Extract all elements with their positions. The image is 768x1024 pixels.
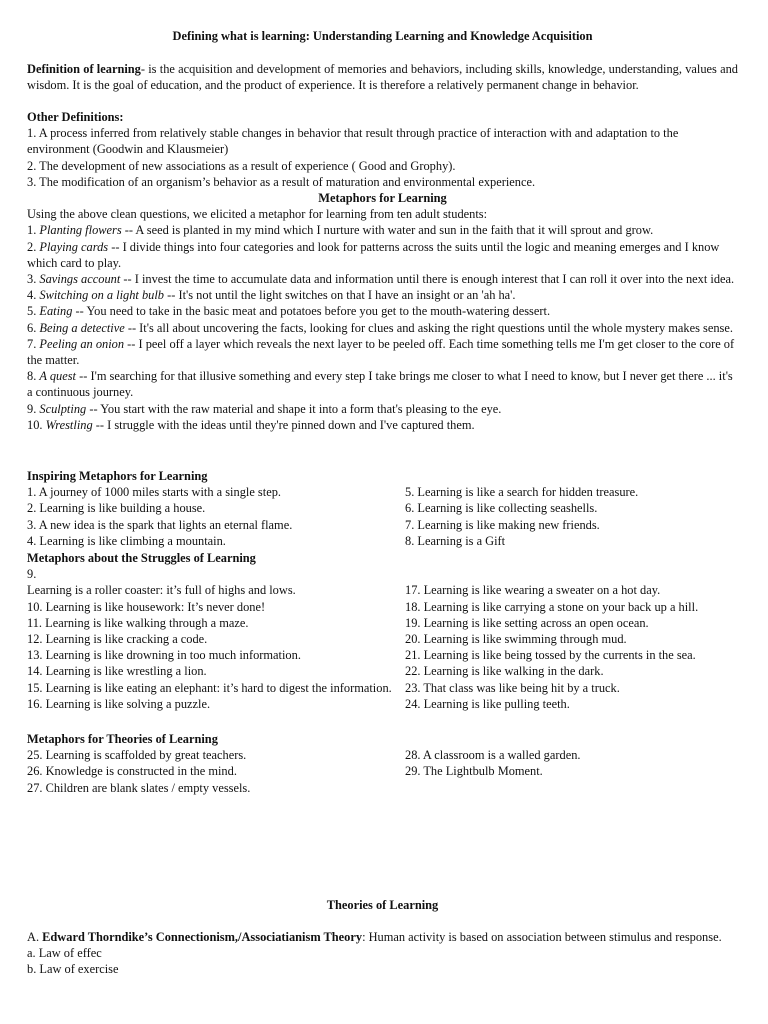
metaphor-name: Wrestling xyxy=(45,417,93,432)
list-item: 8. Learning is a Gift xyxy=(405,533,506,548)
list-item: 7. Learning is like making new friends. xyxy=(405,517,600,532)
metaphor-item: 9. Sculpting -- You start with the raw material and shape it into a form that's pleasing to the eye. xyxy=(27,401,502,416)
metaphor-name: Eating xyxy=(39,304,73,319)
list-item: 4. Learning is like climbing a mountain. xyxy=(27,533,226,548)
metaphor-item: 4. Switching on a light bulb -- It's not until the light switches on that I have an insight or an 'ah ha'. xyxy=(27,288,516,303)
definition-term: Definition of learning xyxy=(27,62,141,76)
list-item: 18. Learning is like carrying a stone on your back up a hill. xyxy=(405,599,699,614)
theories-section xyxy=(27,929,738,978)
list-item: 25. Learning is scaffolded by great teachers. xyxy=(27,748,247,763)
theories-metaphors-heading: Metaphors for Theories of Learning xyxy=(27,732,218,746)
list-item: 6. Learning is like collecting seashells. xyxy=(405,501,598,516)
list-item: 11. Learning is like walking through a maze. xyxy=(27,615,249,630)
definition-text: - is the acquisition and development of memories and behaviors, including skills, knowledge, understanding, values and wisdom. It is the goal of education, and the product of experience. It is therefore a relatively permanent change in behavior. xyxy=(27,62,738,93)
list-item: 5. Learning is like a search for hidden treasure. xyxy=(405,485,639,500)
inspiring-section xyxy=(27,468,738,549)
theories-metaphors-left-column xyxy=(27,747,405,796)
metaphor-item: 10. Wrestling -- I struggle with the ideas until they're pinned down and I've captured them. xyxy=(27,417,475,432)
other-definition-item: 3. The modification of an organism’s behavior as a result of maturation and environmental experience. xyxy=(27,174,536,189)
list-item: 2. Learning is like building a house. xyxy=(27,501,206,516)
list-item: 10. Learning is like housework: It’s never done! xyxy=(27,599,266,614)
metaphor-name: Playing cards xyxy=(39,239,109,254)
law-item: b. Law of exercise xyxy=(27,962,119,977)
struggles-right-column xyxy=(405,582,738,712)
theory-a-name: Edward Thorndike’s Connectionism,/Associatianism Theory xyxy=(42,930,363,944)
metaphor-item: 7. Peeling an onion -- I peel off a layer which reveals the next layer to be peeled off. Each time something tells me I'm get closer to the core of the matter. xyxy=(27,336,735,368)
list-item: 16. Learning is like solving a puzzle. xyxy=(27,696,211,711)
law-item: a. Law of effec xyxy=(27,946,102,961)
inspiring-right-column xyxy=(405,484,738,549)
definition-paragraph xyxy=(27,61,738,93)
list-item: 22. Learning is like walking in the dark. xyxy=(405,664,604,679)
metaphor-name: Planting flowers xyxy=(39,223,122,238)
metaphor-item: 6. Being a detective -- It's all about uncovering the facts, looking for clues and asking the right questions until the whole mystery makes sense. xyxy=(27,320,733,335)
list-item: 26. Knowledge is constructed in the mind. xyxy=(27,764,237,779)
metaphors-intro: Using the above clean questions, we elicited a metaphor for learning from ten adult students: xyxy=(27,207,488,222)
metaphor-name: Peeling an onion xyxy=(39,336,125,351)
metaphors-section xyxy=(27,190,738,433)
list-item: 13. Learning is like drowning in too much information. xyxy=(27,648,301,663)
list-item: 20. Learning is like swimming through mud. xyxy=(405,632,627,647)
other-definitions-heading: Other Definitions: xyxy=(27,110,124,124)
list-item: 23. That class was like being hit by a truck. xyxy=(405,680,620,695)
metaphor-item: 8. A quest -- I'm searching for that illusive something and every step I take brings me closer to what I need to know, but I never get there ... it's a continuous journey. xyxy=(27,369,733,400)
inspiring-left-column xyxy=(27,484,405,549)
list-item: 1. A journey of 1000 miles starts with a single step. xyxy=(27,485,281,500)
list-item: 24. Learning is like pulling teeth. xyxy=(405,696,570,711)
list-item: 3. A new idea is the spark that lights an eternal flame. xyxy=(27,517,293,532)
other-definitions-section xyxy=(27,109,738,190)
metaphor-item: 1. Planting flowers -- A seed is planted in my mind which I nurture with water and sun in the faith that it will sprout and grow. xyxy=(27,223,654,238)
struggles-section xyxy=(27,550,738,712)
other-definition-item: 2. The development of new associations as a result of experience ( Good and Grophy). xyxy=(27,158,456,173)
list-item: 29. The Lightbulb Moment. xyxy=(405,764,543,779)
list-item: 17. Learning is like wearing a sweater on a hot day. xyxy=(405,583,661,598)
document-title: Defining what is learning: Understanding Learning and Knowledge Acquisition xyxy=(172,29,593,43)
metaphor-name: Sculpting xyxy=(39,401,87,416)
theory-a: A. Edward Thorndike’s Connectionism,/Associatianism Theory: Human activity is based on association between stimulus and response. xyxy=(27,930,722,944)
metaphor-name: Switching on a light bulb xyxy=(39,288,165,303)
inspiring-heading: Inspiring Metaphors for Learning xyxy=(27,469,208,483)
list-item: 14. Learning is like wrestling a lion. xyxy=(27,664,207,679)
theories-metaphors-section xyxy=(27,731,738,796)
list-item: 19. Learning is like setting across an open ocean. xyxy=(405,615,649,630)
metaphor-name: Being a detective xyxy=(39,320,125,335)
list-item: 12. Learning is like cracking a code. xyxy=(27,632,208,647)
metaphor-item: 3. Savings account -- I invest the time to accumulate data and information until there is enough interest that I can roll it over into the next idea. xyxy=(27,272,735,287)
struggles-lead: 9. xyxy=(27,567,37,582)
list-item: 28. A classroom is a walled garden. xyxy=(405,748,581,763)
metaphor-name: A quest xyxy=(39,369,77,384)
metaphor-item: 2. Playing cards -- I divide things into four categories and look for patterns across the suits until the logic and meaning emerges and I know which card to play. xyxy=(27,239,720,270)
list-item: 27. Children are blank slates / empty vessels. xyxy=(27,780,251,795)
struggles-left-column xyxy=(27,582,405,712)
list-item: 21. Learning is like being tossed by the currents in the sea. xyxy=(405,648,696,663)
metaphors-heading: Metaphors for Learning xyxy=(318,191,447,205)
metaphor-name: Savings account xyxy=(39,272,121,287)
theories-heading: Theories of Learning xyxy=(326,898,439,912)
theories-metaphors-right-column xyxy=(405,747,738,796)
list-item: 15. Learning is like eating an elephant: it’s hard to digest the information. xyxy=(27,680,392,695)
other-definition-item: 1. A process inferred from relatively stable changes in behavior that result through practice of interaction with and adaptation to the environment (Goodwin and Klausmeier) xyxy=(27,126,679,157)
list-item: Learning is a roller coaster: it’s full of highs and lows. xyxy=(27,583,296,598)
metaphor-item: 5. Eating -- You need to take in the basic meat and potatoes before you get to the mouth-watering dessert. xyxy=(27,304,551,319)
struggles-heading: Metaphors about the Struggles of Learning xyxy=(27,551,256,565)
